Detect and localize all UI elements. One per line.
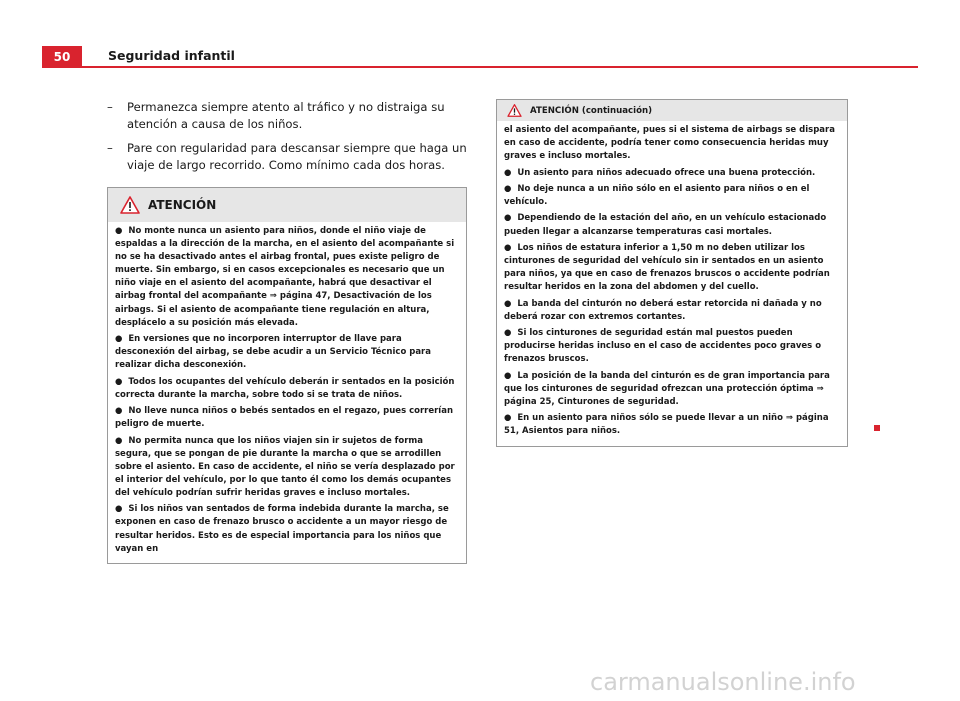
- left-column: [107, 99, 467, 564]
- warning-paragraph: ● No lleve nunca niños o bebés sentados en el regazo, pues correrían peligro de muerte.: [115, 406, 454, 430]
- intro-item-text: Pare con regularidad para descansar siempre que haga un viaje de largo recorrido. Como mínimo cada dos horas.: [127, 141, 467, 172]
- warning-box-continued: [496, 99, 848, 447]
- dash-bullet: –: [107, 141, 113, 155]
- warning-paragraph: ● La banda del cinturón no deberá estar retorcida ni dañada y no deberá rozar con extremos cortantes.: [504, 298, 822, 322]
- warning-title: ATENCIÓN (continuación): [530, 105, 653, 116]
- warning-paragraph: ● No monte nunca un asiento para niños, donde el niño viaje de espaldas a la dirección de la marcha, en el asiento del acompañante si no se ha desactivado antes el airbag frontal, pues existe peligro de muerte. Sin embargo, si en casos excepcionales es necesario que un niño viaje en el asiento del acompañante, habrá que desactivar el airbag frontal del acompañante ⇒ página 47, Desactivación de los airbags. Si el asiento de acompañante tiene regulación en altura, desplácelo a su posición más elevada.: [115, 226, 455, 328]
- end-of-section-marker: [874, 425, 880, 431]
- warning-paragraph: ● Si los niños van sentados de forma indebida durante la marcha, se exponen en caso de frenazo brusco o accidente a un mayor riesgo de resultar heridos. Esto es de especial importancia para los niños que vayan en: [115, 504, 449, 554]
- warning-paragraph: ● Si los cinturones de seguridad están mal puestos pueden producirse heridas incluso en el caso de accidentes poco graves o frenazos bruscos.: [504, 328, 822, 365]
- watermark: carmanualsonline.info: [590, 668, 856, 696]
- warning-paragraph: ● En versiones que no incorporen interruptor de llave para desconexión del airbag, se debe acudir a un Servicio Técnico para realizar dicha desconexión.: [115, 334, 431, 371]
- intro-item: [107, 140, 467, 174]
- header-rule: [42, 66, 918, 68]
- warning-paragraph: ● Los niños de estatura inferior a 1,50 m no deben utilizar los cinturones de seguridad del vehículo sin ir sentados en un asiento para niños, ya que en caso de frenazos bruscos o accidente podrían resultar heridos en la zona del abdomen y del cuello.: [504, 242, 830, 293]
- warning-body: [108, 222, 466, 563]
- warning-paragraph: ● Un asiento para niños adecuado ofrece una buena protección.: [504, 167, 816, 178]
- warning-header: [497, 100, 847, 121]
- right-column: [496, 99, 848, 447]
- warning-triangle-icon: [120, 196, 140, 214]
- intro-item-text: Permanezca siempre atento al tráfico y no distraiga su atención a causa de los niños.: [127, 100, 445, 131]
- dash-bullet: –: [107, 100, 113, 114]
- warning-title: ATENCIÓN: [148, 198, 217, 212]
- intro-item: [107, 99, 467, 133]
- warning-paragraph: ● No deje nunca a un niño sólo en el asiento para niños o en el vehículo.: [504, 183, 810, 208]
- warning-paragraph: ● Dependiendo de la estación del año, en un vehículo estacionado pueden llegar a alcanzarse temperaturas casi mortales.: [504, 213, 827, 237]
- warning-body: [497, 121, 847, 446]
- warning-paragraph: ● En un asiento para niños sólo se puede llevar a un niño ⇒ página 51, Asientos para niños.: [504, 413, 829, 437]
- warning-paragraph: ● La posición de la banda del cinturón es de gran importancia para que los cinturones de seguridad ofrezcan una protección óptima ⇒ página 25, Cinturones de seguridad.: [504, 370, 830, 407]
- warning-header: [108, 188, 466, 222]
- warning-triangle-icon: [507, 104, 522, 117]
- page-number: 50: [42, 46, 82, 67]
- warning-paragraph: ● No permita nunca que los niños viajen sin ir sujetos de forma segura, que se pongan de pie durante la marcha o que se arrodillen sobre el asiento. En caso de accidente, el niño se vería desplazado por el interior del vehículo, por lo que tanto él como los demás ocupantes del vehículo podrían sufrir heridas graves e incluso mortales.: [115, 435, 455, 498]
- warning-paragraph: ● Todos los ocupantes del vehículo deberán ir sentados en la posición correcta durante la marcha, sobre todo si se trata de niños.: [115, 376, 455, 400]
- warning-continuation: el asiento del acompañante, pues si el sistema de airbags se dispara en caso de accidente, podría tener como consecuencia heridas muy graves e incluso mortales.: [504, 125, 835, 162]
- section-title: Seguridad infantil: [108, 48, 235, 63]
- warning-box: [107, 187, 467, 564]
